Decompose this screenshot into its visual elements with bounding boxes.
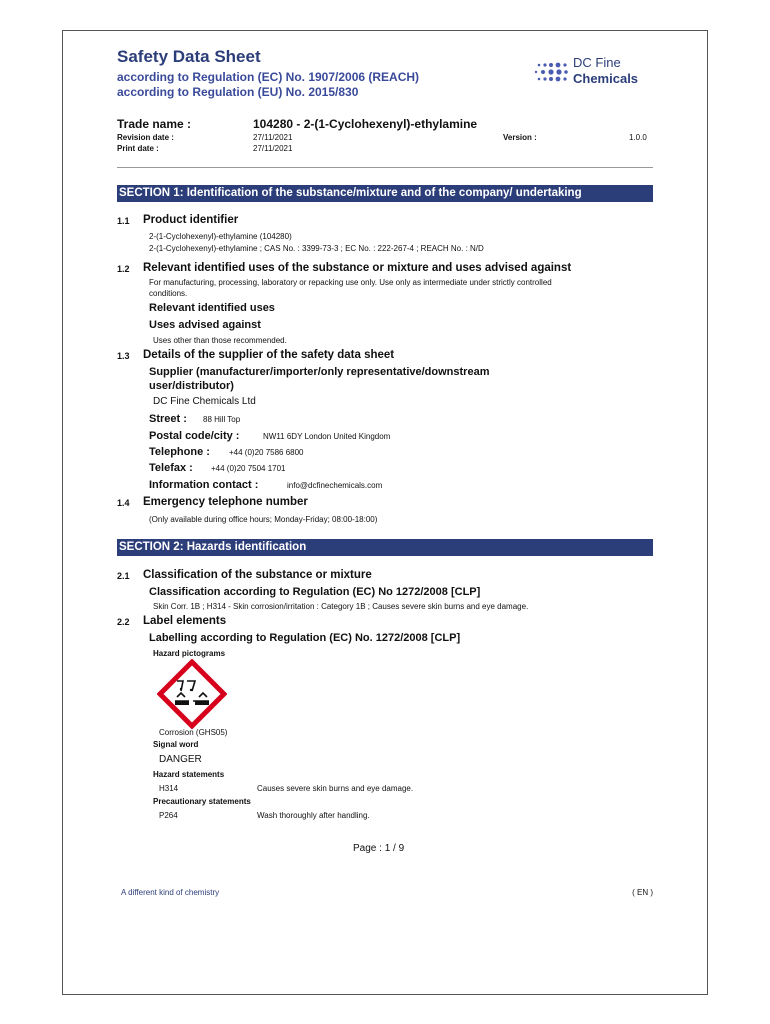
header-divider bbox=[117, 167, 653, 168]
telefax-label: Telefax : bbox=[149, 462, 193, 474]
supplier-heading: Supplier (manufacturer/importer/only representative/downstream bbox=[149, 366, 490, 378]
telephone-label: Telephone : bbox=[149, 446, 210, 458]
section-2-2-number: 2.2 bbox=[117, 617, 130, 627]
section-2-1-number: 2.1 bbox=[117, 571, 130, 581]
info-contact-label: Information contact : bbox=[149, 479, 259, 491]
logo-text-bottom: Chemicals bbox=[573, 71, 639, 86]
supplier-heading-cont: user/distributor) bbox=[149, 380, 234, 392]
hazard-pictograms-label: Hazard pictograms bbox=[153, 649, 226, 658]
classification-text: Skin Corr. 1B ; H314 - Skin corrosion/irritation : Category 1B ; Causes severe skin burns and eye damage. bbox=[153, 602, 529, 611]
postal-value: NW11 6DY London United Kingdom bbox=[263, 432, 391, 441]
precaution-code: P264 bbox=[159, 811, 178, 820]
section-2-header: SECTION 2: Hazards identification bbox=[117, 539, 653, 556]
regulation-eu: according to Regulation (EU) No. 2015/830 bbox=[117, 85, 359, 99]
signal-word-value: DANGER bbox=[159, 754, 202, 765]
section-1-1-number: 1.1 bbox=[117, 216, 130, 226]
labelling-heading: Labelling according to Regulation (EC) No. 1272/2008 [CLP] bbox=[149, 632, 461, 644]
uses-advised-against-heading: Uses advised against bbox=[149, 319, 261, 331]
version-label: Version : bbox=[503, 133, 537, 142]
trade-name-label: Trade name : bbox=[117, 117, 192, 131]
product-identifiers: 2-(1-Cyclohexenyl)-ethylamine ; CAS No. : 3399-73-3 ; EC No. : 222-267-4 ; REACH No. : N/D bbox=[149, 244, 484, 253]
section-1-3-number: 1.3 bbox=[117, 351, 130, 361]
hazard-text: Causes severe skin burns and eye damage. bbox=[257, 784, 414, 793]
footer-language: ( EN ) bbox=[632, 888, 653, 897]
section-1-header: SECTION 1: Identification of the substance/mixture and of the company/ undertaking bbox=[117, 185, 653, 202]
classification-heading: Classification according to Regulation (EC) No 1272/2008 [CLP] bbox=[149, 586, 481, 598]
hazard-code: H314 bbox=[159, 784, 179, 793]
precautionary-statements-label: Precautionary statements bbox=[153, 797, 251, 806]
uses-text-line1: For manufacturing, processing, laboratory or repacking use only. Use only as intermediate under strictly controlled bbox=[149, 278, 552, 287]
emergency-text: (Only available during office hours; Monday-Friday; 08:00-18:00) bbox=[149, 515, 378, 524]
telephone-value: +44 (0)20 7586 6800 bbox=[229, 448, 304, 457]
section-1-2-title: Relevant identified uses of the substance or mixture and uses advised against bbox=[143, 262, 572, 274]
uses-text-line2: conditions. bbox=[149, 289, 188, 298]
company-name: DC Fine Chemicals Ltd bbox=[153, 396, 256, 407]
page-number: Page : 1 / 9 bbox=[353, 843, 405, 854]
document-title: Safety Data Sheet bbox=[117, 47, 261, 66]
pictogram-caption: Corrosion (GHS05) bbox=[159, 728, 228, 737]
street-value: 88 Hill Top bbox=[203, 415, 241, 424]
postal-label: Postal code/city : bbox=[149, 430, 240, 442]
section-1-4-title: Emergency telephone number bbox=[143, 496, 308, 508]
product-name: 2-(1-Cyclohexenyl)-ethylamine (104280) bbox=[149, 232, 292, 241]
relevant-uses-heading: Relevant identified uses bbox=[149, 302, 275, 314]
precaution-text: Wash thoroughly after handling. bbox=[257, 811, 370, 820]
dc-logo-icon bbox=[533, 57, 573, 87]
logo-text-top: DC Fine bbox=[573, 55, 621, 70]
section-1-4-number: 1.4 bbox=[117, 498, 130, 508]
print-date-value: 27/11/2021 bbox=[253, 144, 293, 153]
section-1-1-title: Product identifier bbox=[143, 214, 239, 226]
regulation-reach: according to Regulation (EC) No. 1907/2006 (REACH) bbox=[117, 70, 420, 84]
street-label: Street : bbox=[149, 413, 187, 425]
signal-word-label: Signal word bbox=[153, 740, 199, 749]
section-2-2-title: Label elements bbox=[143, 615, 227, 627]
uses-advised-against-text: Uses other than those recommended. bbox=[153, 336, 287, 345]
sds-page bbox=[62, 30, 708, 995]
revision-date-label: Revision date : bbox=[117, 133, 174, 142]
info-contact-value[interactable]: info@dcfinechemicals.com bbox=[287, 481, 383, 490]
trade-name-value: 104280 - 2-(1-Cyclohexenyl)-ethylamine bbox=[253, 117, 478, 131]
print-date-label: Print date : bbox=[117, 144, 159, 153]
section-2-1-title: Classification of the substance or mixture bbox=[143, 569, 372, 581]
section-1-2-number: 1.2 bbox=[117, 264, 130, 274]
version-value: 1.0.0 bbox=[629, 133, 647, 142]
footer-tagline: A different kind of chemistry bbox=[121, 888, 220, 897]
revision-date-value: 27/11/2021 bbox=[253, 133, 293, 142]
telefax-value: +44 (0)20 7504 1701 bbox=[211, 464, 286, 473]
section-1-3-title: Details of the supplier of the safety data sheet bbox=[143, 349, 395, 361]
hazard-statements-label: Hazard statements bbox=[153, 770, 225, 779]
corrosion-pictogram-icon bbox=[157, 659, 227, 729]
